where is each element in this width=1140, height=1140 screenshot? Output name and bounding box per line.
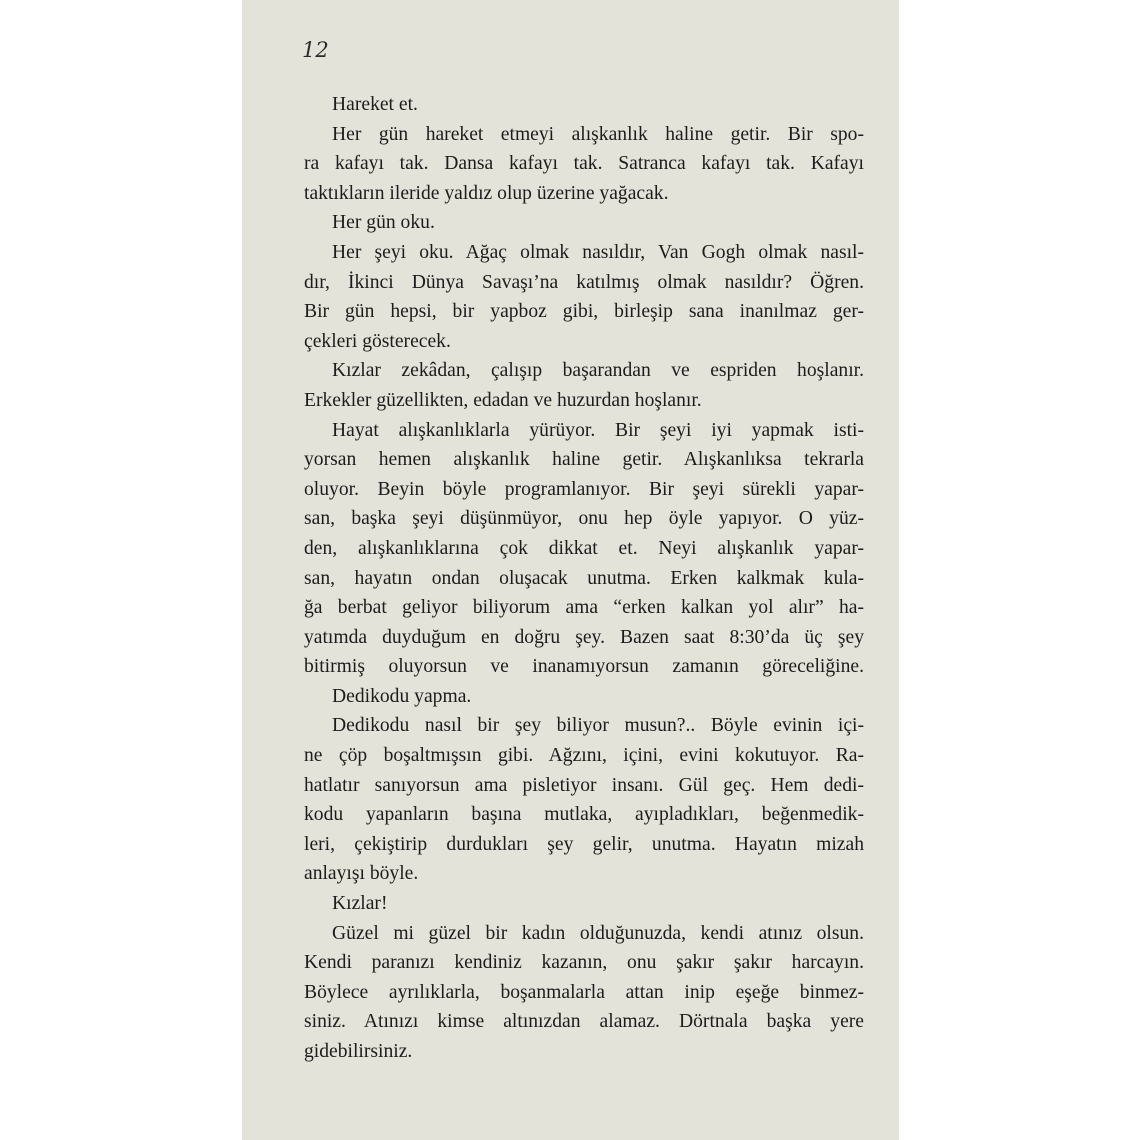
text-line: yatımda duyduğum en doğru şey. Bazen saat 8:30’da üç şey [304,626,864,648]
text-line: Her şeyi oku. Ağaç olmak nasıldır, Van Gogh olmak nasıl- [332,241,864,263]
text-line: hatlatır sanıyorsun ama pisletiyor insanı. Gül geç. Hem dedi- [304,774,864,796]
text-line: ne çöp boşaltmışsın gibi. Ağzını, içini, evini kokutuyor. Ra- [304,745,864,767]
text-line: ra kafayı tak. Dansa kafayı tak. Satranca kafayı tak. Kafayı [304,153,864,175]
text-line: Dedikodu nasıl bir şey biliyor musun?.. Böyle evinin içi- [332,715,864,737]
text-line: san, hayatın ondan oluşacak unutma. Erken kalkmak kula- [304,567,864,589]
text-line: Her gün hareket etmeyi alışkanlık haline getir. Bir spo- [332,123,864,145]
book-page [242,0,899,1140]
text-line: çekleri gösterecek. [304,330,451,352]
text-line: Böylece ayrılıklarla, boşanmalarla attan inip eşeğe binmez- [304,981,864,1003]
text-line: Hayat alışkanlıklarla yürüyor. Bir şeyi iyi yapmak isti- [332,419,864,441]
text-line: taktıkların ileride yaldız olup üzerine yağacak. [304,182,669,204]
text-line: gidebilirsiniz. [304,1041,413,1062]
text-line: yorsan hemen alışkanlık haline getir. Alışkanlıksa tekrarla [304,449,864,471]
text-line: bitirmiş oluyorsun ve inanamıyorsun zamanın göreceliğine. [304,656,864,678]
page-text [304,90,864,1067]
text-line: Kızlar zekâdan, çalışıp başarandan ve espriden hoşlanır. [332,360,864,382]
text-line: san, başka şeyi düşünmüyor, onu hep öyle yapıyor. O yüz- [304,508,864,530]
text-line: Kendi paranızı kendiniz kazanın, onu şakır şakır harcayın. [304,952,864,974]
text-line: ğa berbat geliyor biliyorum ama “erken kalkan yol alır” ha- [304,597,864,619]
text-line: oluyor. Beyin böyle programlanıyor. Bir şeyi sürekli yapar- [304,478,864,500]
page-number: 12 [302,38,329,62]
text-line: Hareket et. [332,94,418,115]
text-line: dır, İkinci Dünya Savaşı’na katılmış olmak nasıldır? Öğren. [304,271,864,293]
text-line: Erkekler güzellikten, edadan ve huzurdan hoşlanır. [304,389,702,411]
text-line: den, alışkanlıklarına çok dikkat et. Neyi alışkanlık yapar- [304,537,864,559]
text-line: kodu yapanların başına mutlaka, ayıpladıkları, beğenmedik- [304,804,864,826]
text-line: Kızlar! [332,893,388,915]
text-line: Güzel mi güzel bir kadın olduğunuzda, kendi atınız olsun. [332,922,864,944]
text-line: siniz. Atınızı kimse altınızdan alamaz. Dörtnala başka yere [304,1011,864,1033]
text-line: Dedikodu yapma. [332,685,472,707]
text-line: Her gün oku. [332,212,435,234]
text-line: anlayışı böyle. [304,863,419,885]
text-line: leri, çekiştirip durdukları şey gelir, unutma. Hayatın mizah [304,833,864,855]
text-line: Bir gün hepsi, bir yapboz gibi, birleşip sana inanılmaz ger- [304,301,864,323]
